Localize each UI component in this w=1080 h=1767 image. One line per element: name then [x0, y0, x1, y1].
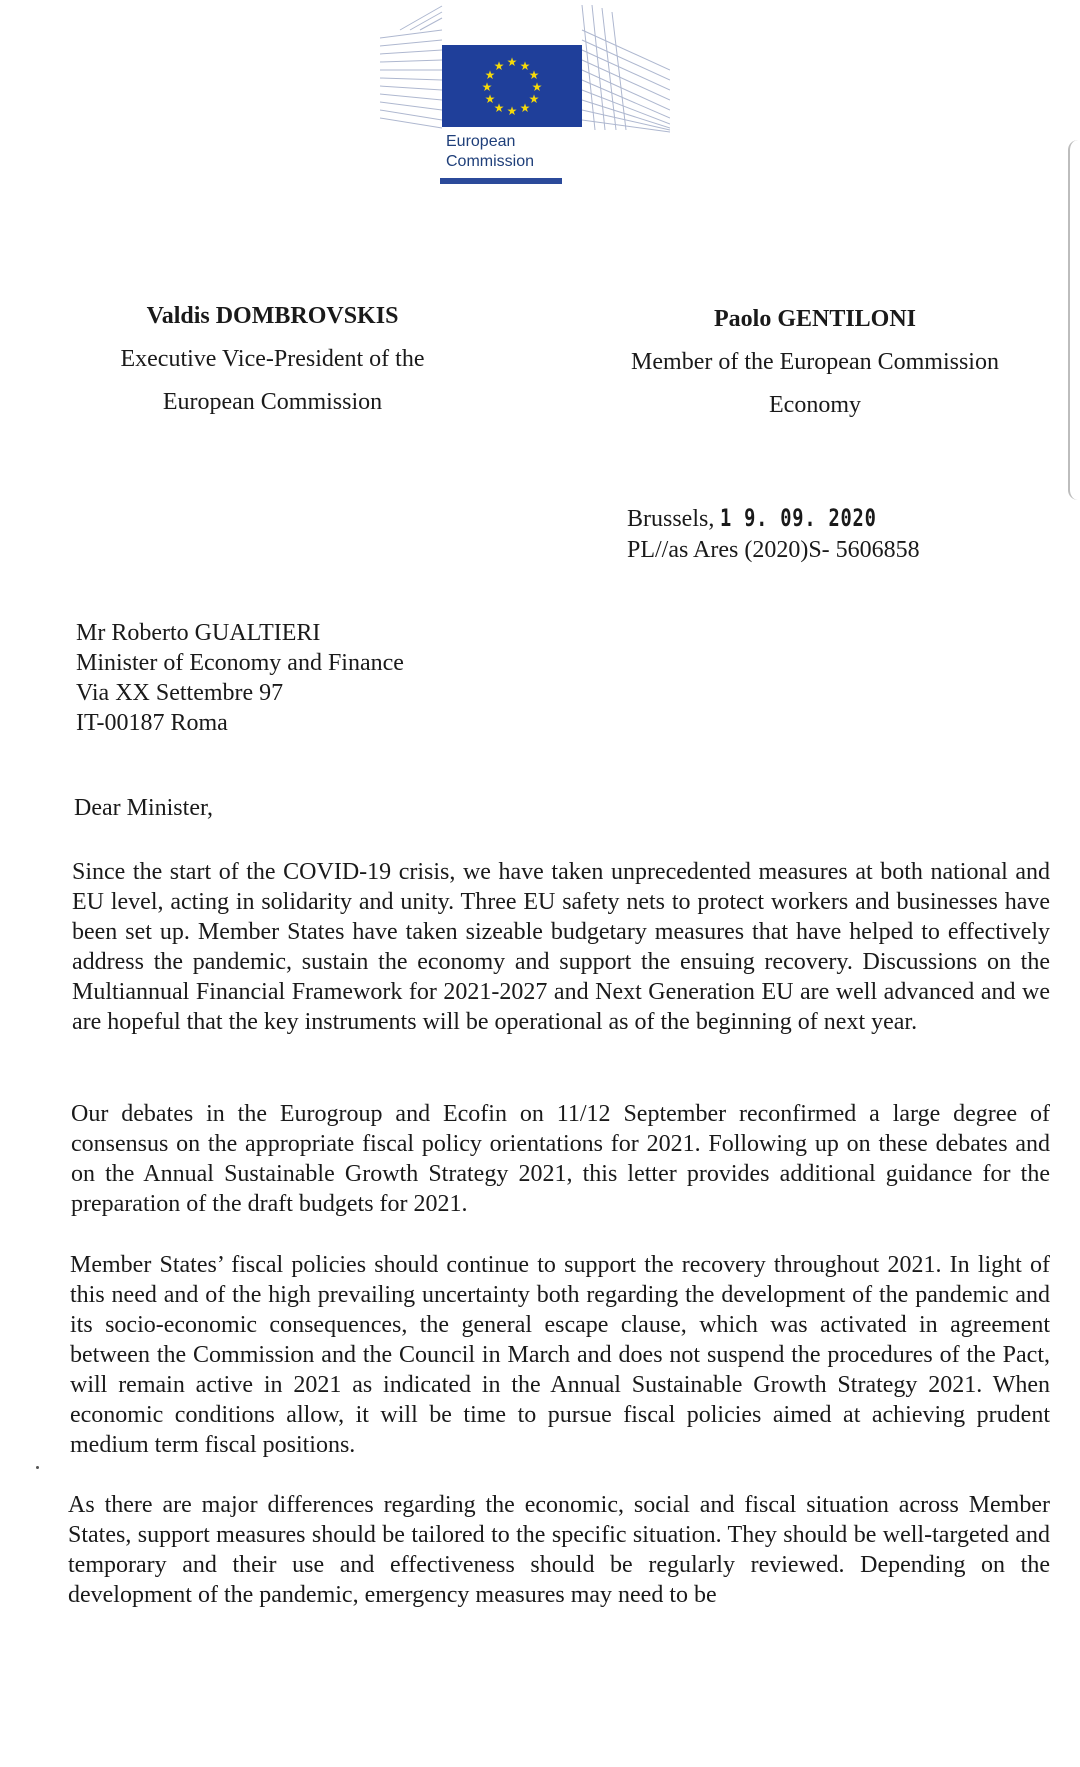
svg-text:★: ★: [506, 104, 518, 118]
signatory-right-name: Paolo GENTILONI: [713, 306, 917, 332]
svg-text:★: ★: [528, 92, 540, 106]
salutation: Dear Minister,: [74, 795, 213, 821]
recipient-name: Mr Roberto GUALTIERI: [76, 620, 321, 646]
logo-line-1: European: [446, 133, 516, 150]
date-line: [627, 503, 921, 535]
body-paragraph-2: Our debates in the Eurogroup and Ecofin on 11/12 September reconfirmed a large degree of consensus on the appropriate fiscal policy orientations for 2021. Following up on these debates and on the Annual Sustainable Growth Strategy 2021, this letter provides additional guidance for the preparation of the draft budgets for 2021.: [71, 1101, 1050, 1217]
svg-text:★: ★: [528, 68, 540, 82]
svg-text:★: ★: [493, 101, 505, 115]
svg-text:★: ★: [484, 68, 496, 82]
logo-caption: [446, 132, 534, 172]
date-place: Brussels,: [627, 506, 715, 532]
scan-edge-mark: [1068, 140, 1080, 500]
signatory-left: [95, 295, 450, 424]
recipient-street: Via XX Settembre 97: [76, 680, 284, 706]
logo-underline: [440, 178, 562, 184]
date-stamp: 1 9. 09. 2020: [720, 504, 878, 532]
svg-text:★: ★: [493, 59, 505, 73]
recipient-city: IT-00187 Roma: [76, 710, 228, 736]
recipient-role: Minister of Economy and Finance: [76, 650, 404, 676]
recipient-address: [76, 618, 404, 738]
signatory-left-title-2: European Commission: [162, 389, 383, 415]
svg-text:★: ★: [506, 55, 518, 69]
body-paragraph-1: Since the start of the COVID-19 crisis, we have taken unprecedented measures at both national and EU level, acting in solidarity and unity. Three EU safety nets to protect workers and businesses have been set up. Member States have taken sizeable budgetary measures that have helped to effectively address the pandemic, sustain the economy and support the ensuing recovery. Discussions on the Multiannual Financial Framework for 2021-2027 and Next Generation EU are well advanced and we are hopeful that the key instruments will be operational as of the beginning of next year.: [72, 859, 1050, 1035]
signatory-left-title-1: Executive Vice-President of the: [120, 346, 425, 372]
svg-text:★: ★: [481, 80, 493, 94]
dateline: [627, 503, 921, 566]
svg-text:★: ★: [484, 92, 496, 106]
body-paragraph-3: Member States’ fiscal policies should continue to support the recovery throughout 2021. In light of this need and of the high prevailing uncertainty both regarding the development of the pandemic and its socio-economic consequences, the general escape clause, which was activated in agreement between the Commission and the Council in March and does not suspend the procedures of the Pact, will remain active in 2021 as indicated in the Annual Sustainable Growth Strategy 2021. When economic conditions allow, it will be time to pursue fiscal policies aimed at achieving prudent medium term fiscal positions.: [70, 1252, 1050, 1458]
signatory-right-title-1: Member of the European Commission: [631, 349, 999, 375]
body-paragraph-4: As there are major differences regarding the economic, social and fiscal situation across Member States, support measures should be tailored to the specific situation. They should be well-targeted and temporary and their use and effectiveness should be regularly reviewed. Depending on the development of the pandemic, emergency measures may need to be: [68, 1492, 1050, 1608]
signatory-right: [605, 298, 1025, 427]
svg-text:★: ★: [519, 59, 531, 73]
logo-line-2: Commission: [446, 153, 535, 170]
signatory-right-title-2: Economy: [769, 392, 861, 418]
svg-text:★: ★: [531, 80, 543, 94]
svg-text:★: ★: [519, 101, 531, 115]
reference-number: PL//as Ares (2020)S- 5606858: [627, 537, 920, 563]
scan-speck: [36, 1466, 39, 1469]
signatory-left-name: Valdis DOMBROVSKIS: [146, 303, 399, 329]
